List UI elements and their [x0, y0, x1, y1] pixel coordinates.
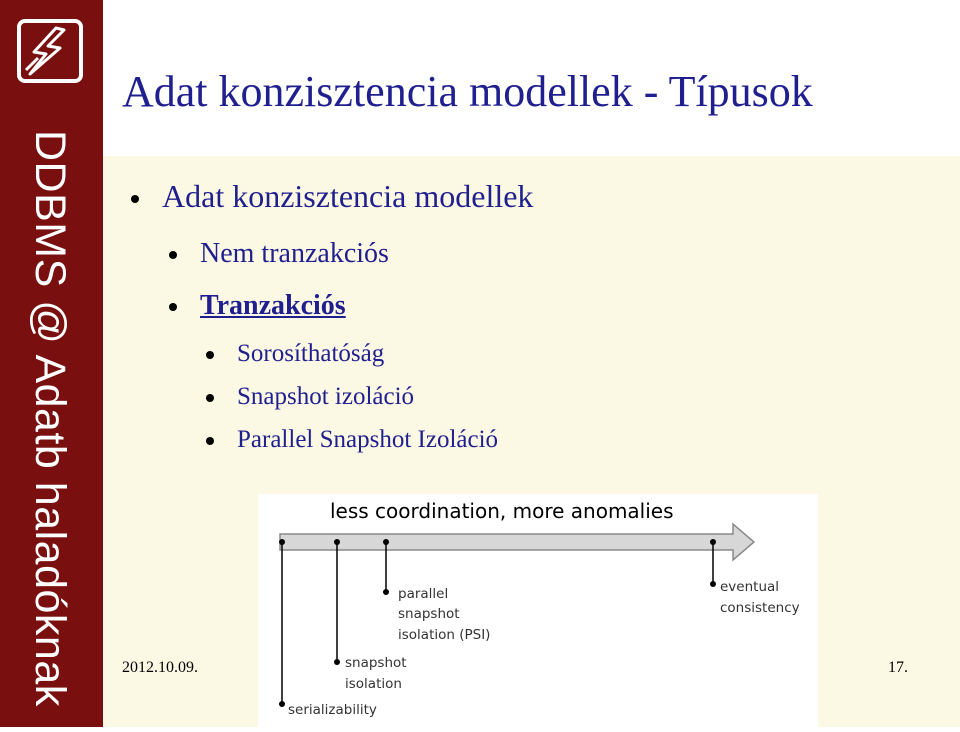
label-eventual-1: eventual — [720, 579, 780, 595]
sidebar-vertical-text: DDBMS @ Adatb haladóknak — [26, 130, 74, 707]
bullet-text: Snapshot izoláció — [237, 383, 415, 410]
slide-title: Adat konzisztencia modellek - Típusok — [122, 67, 813, 116]
bullet-text-underlined: Tranzakciós — [200, 290, 346, 321]
marker-dot-psi-end — [383, 589, 389, 595]
footer-page-number: 17. — [888, 659, 908, 676]
diagram-heading: less coordination, more anomalies — [330, 499, 674, 523]
marker-dot-serial — [279, 539, 285, 545]
label-psi-3: isolation (PSI) — [398, 627, 491, 643]
label-snapshot-2: isolation — [345, 676, 402, 692]
label-serializability: serializability — [288, 702, 377, 718]
bullet-dot-icon — [206, 437, 214, 445]
consistency-diagram — [258, 494, 818, 727]
label-psi-1: parallel — [398, 586, 449, 602]
label-snapshot-1: snapshot — [345, 655, 407, 671]
bullet-psi — [237, 424, 498, 456]
bullet-text: Adat konzisztencia modellek — [162, 178, 534, 214]
sidebar — [0, 0, 103, 727]
label-eventual-2: consistency — [720, 600, 800, 616]
bullet-dot-icon — [169, 303, 177, 311]
marker-dot-eventual-end — [710, 581, 716, 587]
bullet-text: Nem tranzakciós — [200, 238, 389, 269]
bullet-level1 — [162, 176, 533, 216]
bullet-nontrans — [200, 236, 389, 272]
bullet-text: Sorosíthatóság — [237, 340, 385, 367]
marker-dot-snapshot — [334, 539, 340, 545]
bullet-snapshot — [237, 381, 414, 413]
bullet-trans — [200, 288, 346, 324]
label-psi-2: snapshot — [398, 606, 460, 622]
lightning-logo-icon — [16, 18, 84, 84]
bullet-dot-icon — [169, 251, 177, 259]
bullet-text: Parallel Snapshot Izoláció — [237, 426, 499, 453]
marker-dot-psi — [383, 539, 389, 545]
bullet-dot-icon — [206, 351, 214, 359]
bullet-serial — [237, 338, 384, 370]
bullet-dot-icon — [206, 394, 214, 402]
footer-date: 2012.10.09. — [122, 659, 198, 676]
bullet-dot-icon — [131, 195, 139, 203]
marker-dot-snapshot-end — [334, 659, 340, 665]
marker-dot-eventual — [710, 539, 716, 545]
diagram-svg — [258, 494, 818, 727]
marker-dot-serial-end — [279, 701, 285, 707]
arrow-shape — [280, 524, 754, 560]
